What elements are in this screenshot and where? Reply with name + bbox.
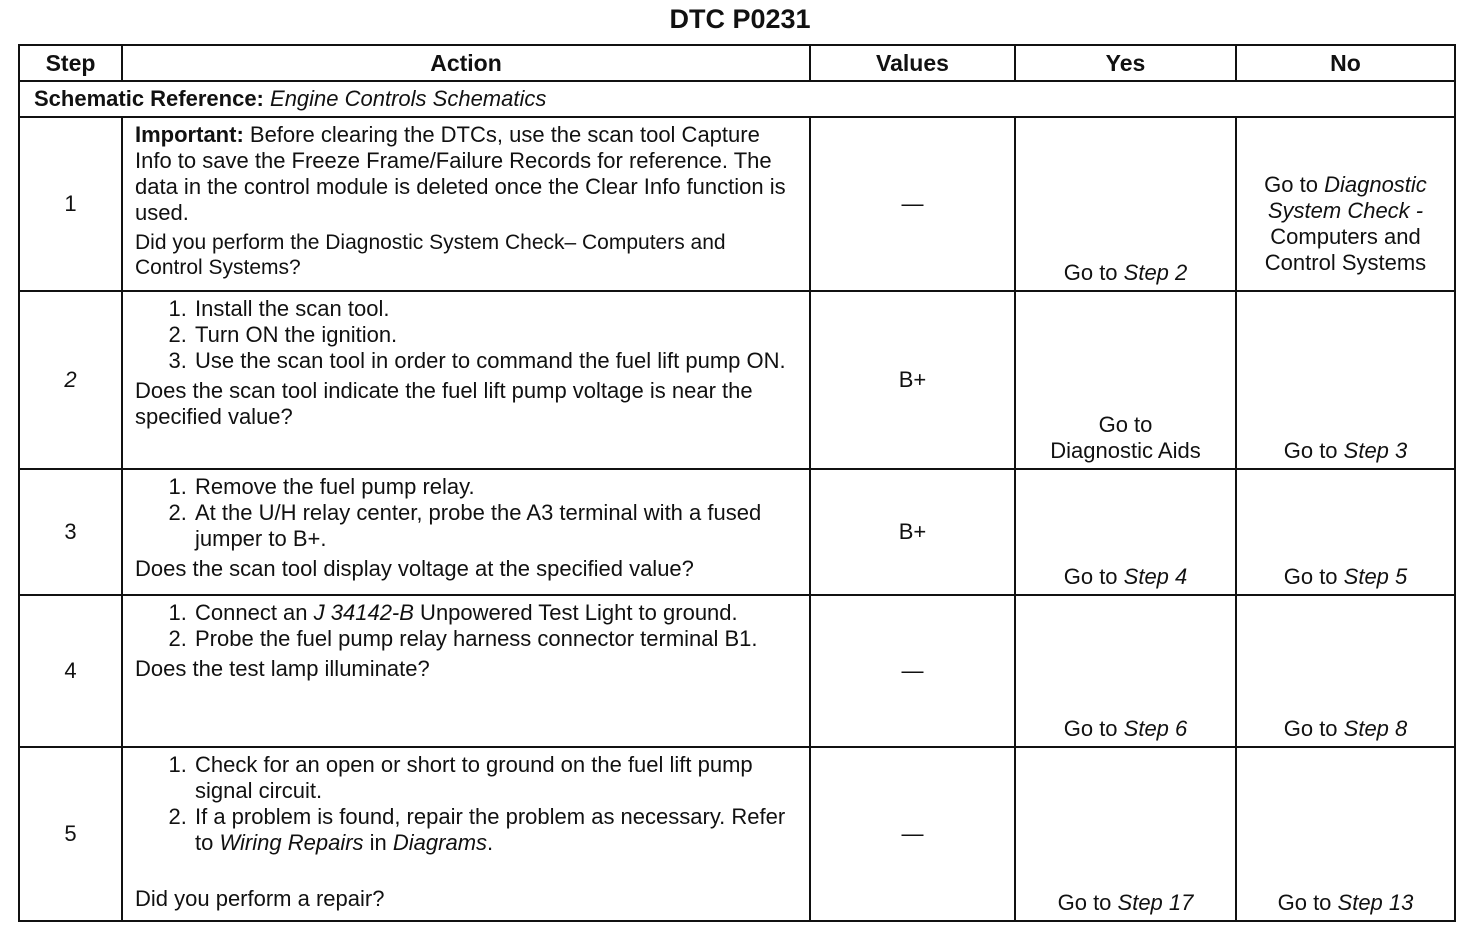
no-cell [1236,117,1455,291]
header-no: No [1236,45,1455,81]
action-list [135,296,799,374]
yes-prefix: Go to [1098,412,1153,437]
action-cell [122,291,810,469]
no-cell [1236,469,1455,595]
header-action: Action [122,45,810,81]
no-prefix: Go to [1264,172,1325,197]
value-cell: B+ [810,469,1015,595]
action-item [193,804,799,856]
yes-prefix: Go to [1057,890,1118,915]
yes-prefix: Go to [1063,260,1124,285]
action-cell [122,595,810,747]
yes-link[interactable]: Step 2 [1123,260,1188,285]
no-link[interactable]: Step 3 [1343,438,1408,463]
table-row [19,291,1455,469]
action-item [193,600,799,626]
yes-link[interactable]: Step 17 [1117,890,1194,915]
step-number: 4 [19,595,122,747]
header-values: Values [810,45,1015,81]
action-item: 2. Turn ON the ignition. [193,322,799,348]
action-list [135,474,799,552]
important-text: Before clearing the DTCs, use the scan tool Capture Info to save the Freeze Frame/Failure Records for reference. The data in the control module is deleted once the Clear Info function is used. [135,122,786,225]
value-cell: — [810,117,1015,291]
yes-cell [1015,291,1236,469]
value-cell: B+ [810,291,1015,469]
table-row [19,469,1455,595]
header-step: Step [19,45,122,81]
no-prefix: Go to [1283,564,1344,589]
no-cell [1236,291,1455,469]
action-item: 3. Use the scan tool in order to command the fuel lift pump ON. [193,348,799,374]
wiring-repairs-link[interactable]: Wiring Repairs [219,830,364,855]
step-question: Does the scan tool display voltage at the specified value? [135,556,694,581]
item-prefix: Connect an [195,600,314,625]
important-note [135,122,799,226]
action-item: 2. Probe the fuel pump relay harness connector terminal B1. [193,626,799,652]
no-link[interactable]: Diagnostic System Check - [1267,172,1427,223]
yes-cell [1015,469,1236,595]
table-row [19,117,1455,291]
yes-cell [1015,747,1236,921]
schematic-row [19,81,1455,117]
diagnostic-table [18,44,1456,922]
item-suffix: Unpowered Test Light to ground. [413,600,738,625]
item-mid: in [363,830,393,855]
schematic-reference [19,81,1455,117]
yes-cell [1015,117,1236,291]
step-question: Did you perform a repair? [135,886,385,911]
header-yes: Yes [1015,45,1236,81]
no-suffix: Computers and Control Systems [1264,224,1427,275]
no-link[interactable]: Step 13 [1337,890,1414,915]
action-cell [122,117,810,291]
page-title: DTC P0231 [669,4,811,34]
no-link[interactable]: Step 8 [1343,716,1408,741]
yes-link[interactable]: Step 6 [1123,716,1188,741]
step-number: 3 [19,469,122,595]
step-question: Does the scan tool indicate the fuel lift pump voltage is near the specified value? [135,378,753,429]
important-label: Important: [135,122,244,147]
yes-link[interactable]: Diagnostic Aids [1050,438,1201,463]
step-number: 5 [19,747,122,921]
no-prefix: Go to [1277,890,1338,915]
action-item: 2. At the U/H relay center, probe the A3 terminal with a fused jumper to B+. [193,500,799,552]
schematic-link[interactable]: Engine Controls Schematics [270,86,547,111]
header-row [19,45,1455,81]
no-link[interactable]: Step 5 [1343,564,1408,589]
yes-link[interactable]: Step 4 [1123,564,1188,589]
action-item: 1. Check for an open or short to ground on the fuel lift pump signal circuit. [193,752,799,804]
no-cell [1236,747,1455,921]
no-prefix: Go to [1283,438,1344,463]
no-cell [1236,595,1455,747]
yes-prefix: Go to [1063,716,1124,741]
yes-prefix: Go to [1063,564,1124,589]
action-list [135,600,799,652]
action-item: 1. Remove the fuel pump relay. [193,474,799,500]
value-cell: — [810,747,1015,921]
schematic-label: Schematic Reference: [34,86,264,111]
diagrams-link[interactable]: Diagrams [392,830,488,855]
table-row [19,747,1455,921]
action-cell [122,747,810,921]
no-prefix: Go to [1283,716,1344,741]
value-cell: — [810,595,1015,747]
table-row [19,595,1455,747]
yes-cell [1015,595,1236,747]
action-cell [122,469,810,595]
step-number: 1 [19,117,122,291]
spacer [135,856,799,882]
item-prefix: If a problem is found, repair the problem as necessary. Refer to [195,804,786,855]
item-end: . [487,830,494,855]
step-number: 2 [19,291,122,469]
tool-reference: J 34142-B [313,600,414,625]
step-question: Does the test lamp illuminate? [135,656,430,681]
action-list [135,752,799,856]
action-item: 1. Install the scan tool. [193,296,799,322]
step-question: Did you perform the Diagnostic System Check– Computers and Control Systems? [135,231,726,279]
